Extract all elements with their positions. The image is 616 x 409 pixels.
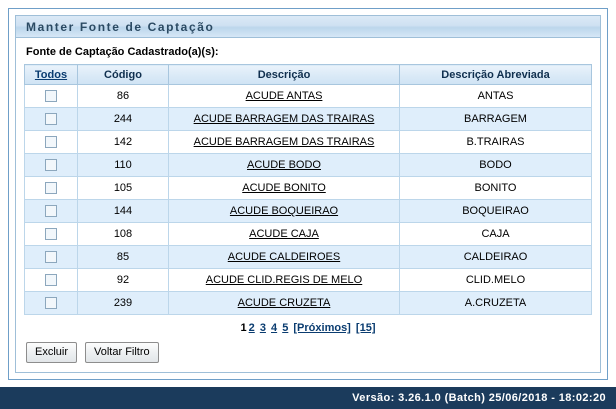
- row-codigo: 239: [78, 292, 169, 315]
- table-row: [25, 85, 592, 108]
- row-descricao-cell: [169, 269, 400, 292]
- select-all-link[interactable]: Todos: [34, 68, 68, 81]
- row-descricao-abreviada: CLID.MELO: [400, 269, 592, 292]
- row-descricao-abreviada: BOQUEIRAO: [400, 200, 592, 223]
- table-header-row: [25, 65, 592, 85]
- row-checkbox-cell[interactable]: [25, 154, 78, 177]
- table-row: [25, 200, 592, 223]
- page-last-link[interactable]: [15]: [355, 322, 376, 334]
- row-descricao-link[interactable]: ACUDE CAJA: [249, 228, 319, 240]
- row-checkbox-cell[interactable]: [25, 177, 78, 200]
- row-descricao-link[interactable]: ACUDE CRUZETA: [237, 297, 331, 309]
- row-codigo: 86: [78, 85, 169, 108]
- row-descricao-abreviada: CALDEIRAO: [400, 246, 592, 269]
- row-checkbox-cell[interactable]: [25, 269, 78, 292]
- row-descricao-abreviada: ANTAS: [400, 85, 592, 108]
- table-row: [25, 131, 592, 154]
- page-next-link[interactable]: [Próximos]: [293, 322, 351, 334]
- row-checkbox[interactable]: [45, 297, 57, 309]
- row-descricao-cell: [169, 223, 400, 246]
- window-content: [16, 38, 600, 369]
- row-descricao-abreviada: BODO: [400, 154, 592, 177]
- action-buttons: [26, 342, 592, 363]
- row-descricao-abreviada: BARRAGEM: [400, 108, 592, 131]
- row-descricao-link[interactable]: ACUDE BARRAGEM DAS TRAIRAS: [193, 113, 375, 125]
- column-header-codigo: Código: [78, 65, 169, 85]
- row-checkbox[interactable]: [45, 113, 57, 125]
- row-checkbox-cell[interactable]: [25, 200, 78, 223]
- row-checkbox[interactable]: [45, 251, 57, 263]
- excluir-button[interactable]: Excluir: [26, 342, 77, 363]
- row-codigo: 144: [78, 200, 169, 223]
- column-header-todos: [25, 65, 78, 85]
- row-descricao-cell: [169, 154, 400, 177]
- main-window: [8, 8, 608, 380]
- row-descricao-link[interactable]: ACUDE ANTAS: [245, 90, 323, 102]
- row-checkbox-cell[interactable]: [25, 246, 78, 269]
- column-header-descricao-abreviada: Descrição Abreviada: [400, 65, 592, 85]
- row-descricao-cell: [169, 108, 400, 131]
- row-descricao-link[interactable]: ACUDE BARRAGEM DAS TRAIRAS: [193, 136, 375, 148]
- row-checkbox-cell[interactable]: [25, 131, 78, 154]
- table-body: [25, 85, 592, 315]
- page-link-5[interactable]: 5: [282, 322, 289, 334]
- row-descricao-abreviada: BONITO: [400, 177, 592, 200]
- row-checkbox[interactable]: [45, 90, 57, 102]
- row-codigo: 92: [78, 269, 169, 292]
- row-checkbox[interactable]: [45, 274, 57, 286]
- row-descricao-link[interactable]: ACUDE CALDEIROES: [227, 251, 341, 263]
- row-descricao-abreviada: A.CRUZETA: [400, 292, 592, 315]
- table-row: [25, 292, 592, 315]
- row-checkbox-cell[interactable]: [25, 292, 78, 315]
- window-title-bar: [16, 16, 600, 38]
- row-descricao-cell: [169, 200, 400, 223]
- page-link-4[interactable]: 4: [271, 322, 278, 334]
- fonte-captacao-table: [24, 64, 592, 315]
- row-checkbox[interactable]: [45, 205, 57, 217]
- table-row: [25, 154, 592, 177]
- row-descricao-link[interactable]: ACUDE BONITO: [242, 182, 326, 194]
- row-checkbox[interactable]: [45, 136, 57, 148]
- section-label: Fonte de Captação Cadastrado(a)(s):: [26, 46, 219, 58]
- version-text: Versão: 3.26.1.0 (Batch) 25/06/2018 - 18:02:20: [352, 392, 606, 404]
- row-descricao-cell: [169, 131, 400, 154]
- row-descricao-link[interactable]: ACUDE CLID.REGIS DE MELO: [205, 274, 363, 286]
- row-checkbox-cell[interactable]: [25, 223, 78, 246]
- page-title: Manter Fonte de Captação: [26, 19, 215, 34]
- row-descricao-abreviada: CAJA: [400, 223, 592, 246]
- window-inner-frame: [15, 15, 601, 373]
- voltar-filtro-button[interactable]: Voltar Filtro: [85, 342, 159, 363]
- row-descricao-cell: [169, 292, 400, 315]
- page-link-2[interactable]: 2: [248, 322, 255, 334]
- table-row: [25, 108, 592, 131]
- row-descricao-link[interactable]: ACUDE BOQUEIRAO: [229, 205, 339, 217]
- table-row: [25, 269, 592, 292]
- pagination: [24, 322, 592, 334]
- page-current: 1: [240, 322, 247, 334]
- row-checkbox[interactable]: [45, 182, 57, 194]
- table-row: [25, 246, 592, 269]
- page-link-3[interactable]: 3: [259, 322, 266, 334]
- table-row: [25, 223, 592, 246]
- row-checkbox[interactable]: [45, 159, 57, 171]
- row-checkbox-cell[interactable]: [25, 85, 78, 108]
- row-codigo: 85: [78, 246, 169, 269]
- row-codigo: 244: [78, 108, 169, 131]
- row-descricao-cell: [169, 177, 400, 200]
- table-row: [25, 177, 592, 200]
- row-checkbox[interactable]: [45, 228, 57, 240]
- table-header: [25, 65, 592, 85]
- row-checkbox-cell[interactable]: [25, 108, 78, 131]
- row-descricao-cell: [169, 85, 400, 108]
- column-header-descricao: Descrição: [169, 65, 400, 85]
- row-descricao-abreviada: B.TRAIRAS: [400, 131, 592, 154]
- row-descricao-cell: [169, 246, 400, 269]
- row-codigo: 142: [78, 131, 169, 154]
- status-bar: [0, 387, 616, 409]
- row-codigo: 110: [78, 154, 169, 177]
- row-descricao-link[interactable]: ACUDE BODO: [247, 159, 321, 171]
- row-codigo: 105: [78, 177, 169, 200]
- row-codigo: 108: [78, 223, 169, 246]
